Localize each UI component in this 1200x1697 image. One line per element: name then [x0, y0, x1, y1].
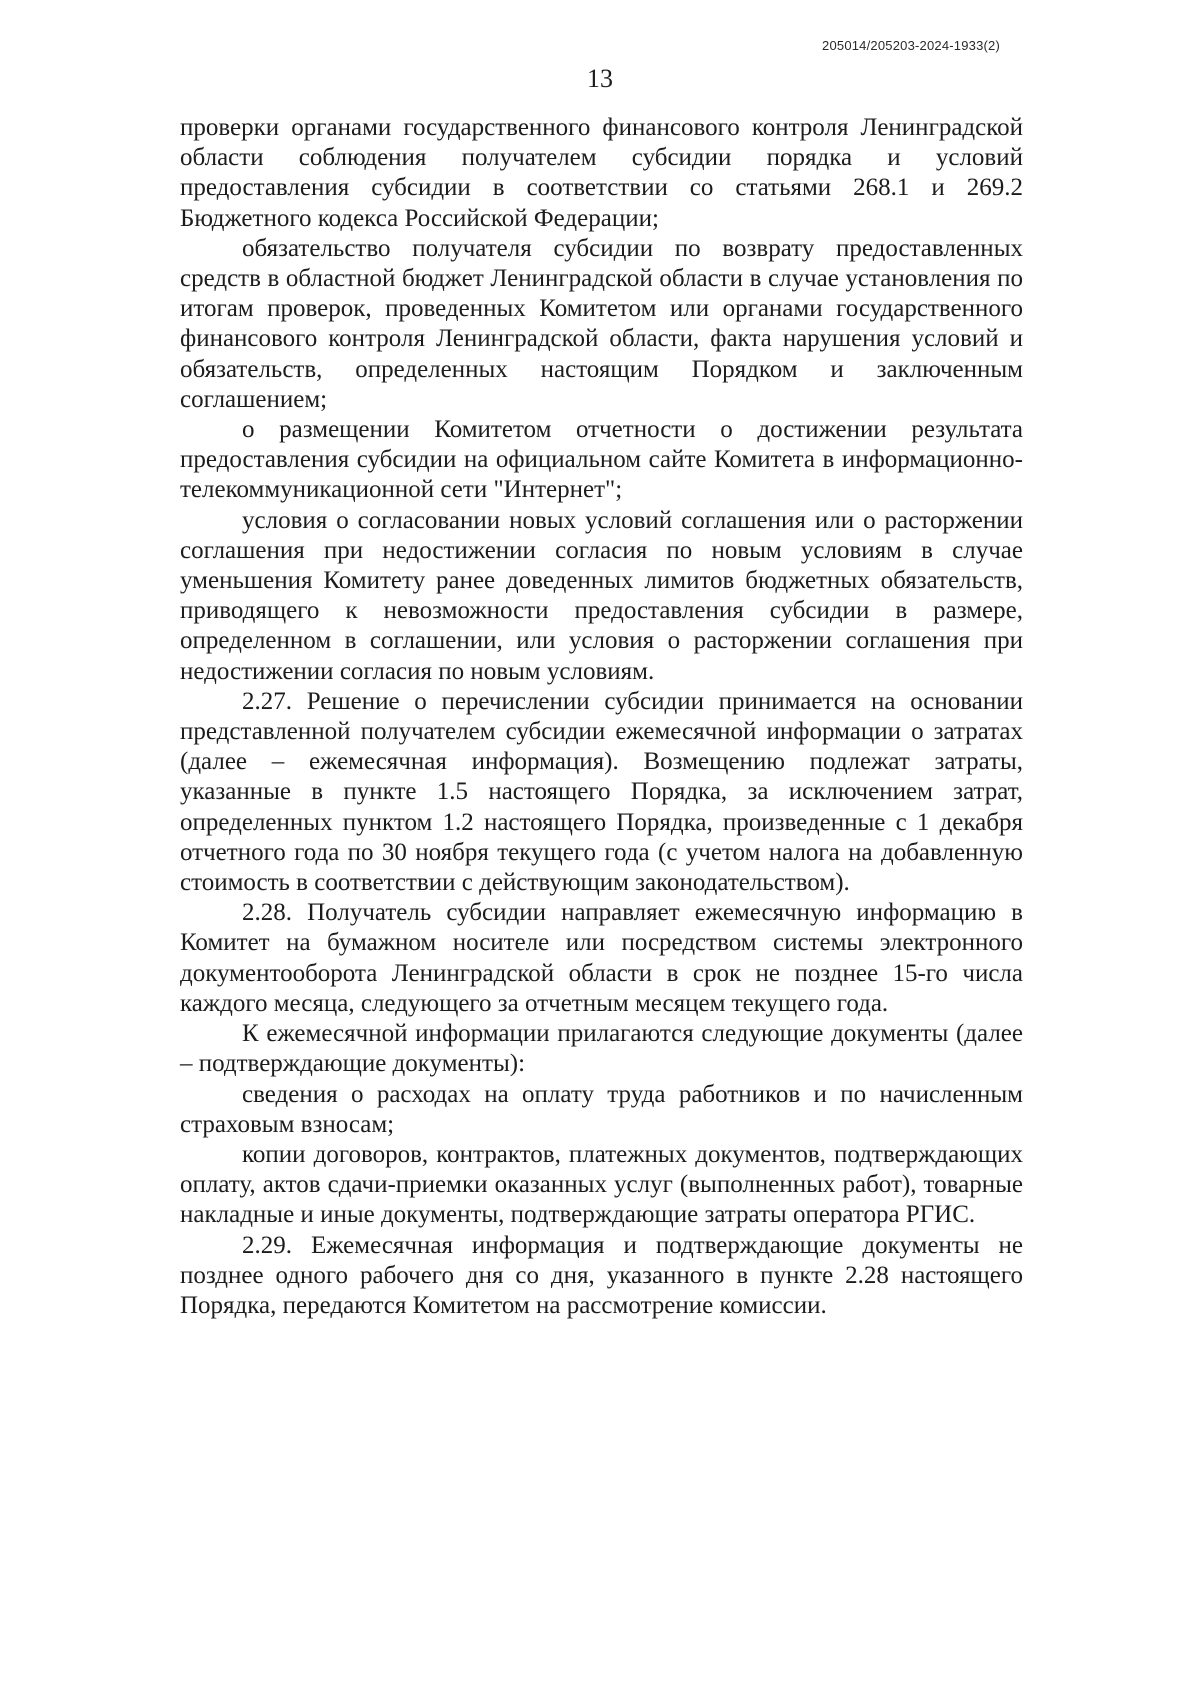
paragraph: обязательство получателя субсидии по возврату предоставленных средств в областной бюджет Ленинградской области в случае установления по итогам проверок, проведенных Комитетом или органами государственного финансового контроля Ленинградской области, факта нарушения условий и обязательств, определенных настоящим Порядком и заключенным соглашением; — [180, 234, 1023, 413]
paragraph: проверки органами государственного финансового контроля Ленинградской области соблюдения получателем субсидии порядка и условий предоставления субсидии в соответствии со статьями 268.1 и 269.2 Бюджетного кодекса Российской Федерации; — [180, 114, 1023, 232]
paragraph: условия о согласовании новых условий соглашения или о расторжении соглашения при недостижении согласия по новым условиям в случае уменьшения Комитету ранее доведенных лимитов бюджетных обязательств, приводящего к невозможности предоставления субсидии в размере, определенном в соглашении, или условия о расторжении соглашения при недостижении согласия по новым условиям. — [180, 506, 1023, 685]
paragraph: К ежемесячной информации прилагаются следующие документы (далее – подтверждающие документы): — [180, 1020, 1023, 1078]
paragraph-2-27: 2.27. Решение о перечислении субсидии принимается на основании представленной получателем субсидии ежемесячной информации о затратах (далее – ежемесячная информация). Возмещению подлежат затраты, указанные в пункте 1.5 настоящего Порядка, за исключением затрат, определенных пунктом 1.2 настоящего Порядка, произведенные с 1 декабря отчетного года по 30 ноября текущего года (с учетом налога на добавленную стоимость в соответствии с действующим законодательством). — [180, 687, 1023, 897]
paragraph-2-28: 2.28. Получатель субсидии направляет ежемесячную информацию в Комитет на бумажном носителе или посредством системы электронного документооборота Ленинградской области в срок не позднее 15-го числа каждого месяца, следующего за отчетным месяцем текущего года. — [180, 899, 1023, 1017]
paragraph: сведения о расходах на оплату труда работников и по начисленным страховым взносам; — [180, 1080, 1023, 1138]
page-number: 13 — [587, 64, 613, 93]
document-body — [180, 113, 1023, 1321]
document-id: 205014/205203-2024-1933(2) — [822, 38, 1000, 53]
paragraph: копии договоров, контрактов, платежных документов, подтверждающих оплату, актов сдачи-приемки оказанных услуг (выполненных работ), товарные накладные и иные документы, подтверждающие затраты оператора РГИС. — [180, 1140, 1023, 1229]
paragraph: о размещении Комитетом отчетности о достижении результата предоставления субсидии на официальном сайте Комитета в информационно-телекоммуникационной сети "Интернет"; — [180, 416, 1023, 504]
paragraph-2-29: 2.29. Ежемесячная информация и подтверждающие документы не позднее одного рабочего дня со дня, указанного в пункте 2.28 настоящего Порядка, передаются Комитетом на рассмотрение комиссии. — [180, 1231, 1023, 1319]
